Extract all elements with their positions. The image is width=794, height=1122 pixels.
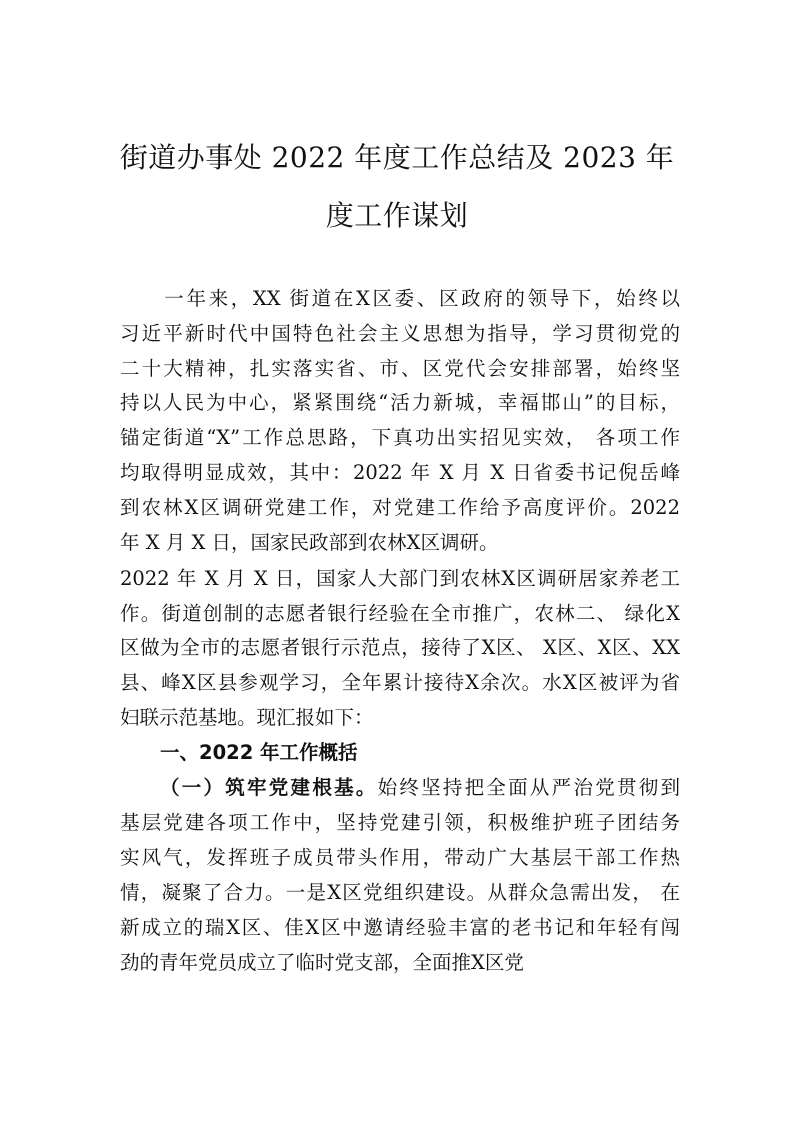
subsection-label: （一）筑牢党建根基。	[160, 776, 378, 799]
document-title-line-2: 度工作谋划	[325, 199, 469, 232]
paragraph-line: 到农林X区调研党建工作，对党建工作给予高度评价。2022	[120, 496, 680, 519]
paragraph-line: 新成立的瑞X区、佳X区中邀请经验丰富的老书记和年轻有闯	[120, 916, 680, 939]
subsection-first-line	[160, 776, 680, 800]
paragraph-line: 劲的青年党员成立了临时党支部，全面推X区党	[120, 951, 524, 974]
paragraph-line: 均取得明显成效，其中：2022 年 X 月 X 日省委书记倪岳峰	[120, 461, 680, 484]
paragraph-line: 2022 年 X 月 X 日，国家人大部门到农林X区调研居家养老工	[120, 567, 680, 590]
paragraph-line: 持以人民为中心，紧紧围绕“活力新城，幸福邯山”的目标，	[120, 391, 680, 414]
paragraph-line: 作。街道创制的志愿者银行经验在全市推广，农林二、 绿化X	[120, 602, 680, 625]
paragraph-line: 锚定街道“X”工作总思路，下真功出实招见实效， 各项工作	[120, 426, 680, 449]
section-heading: 一、2022 年工作概括	[160, 741, 358, 764]
paragraph-line: 一年来，XX 街道在X区委、区政府的领导下，始终以	[120, 287, 680, 310]
subsection-text: 始终坚持把全面从严治党贯彻到	[377, 776, 680, 799]
paragraph-line: 年 X 月 X 日，国家民政部到农林X区调研。	[120, 531, 499, 554]
paragraph-line: 区做为全市的志愿者银行示范点，接待了X区、 X区、X区、XX	[120, 636, 680, 659]
document-title-line-1: 街道办事处 2022 年度工作总结及 2023 年	[119, 141, 675, 174]
paragraph-line: 二十大精神，扎实落实省、市、区党代会安排部署，始终坚	[120, 357, 680, 380]
paragraph-line: 实风气，发挥班子成员带头作用，带动广大基层干部工作热	[120, 846, 680, 869]
paragraph-line: 县、峰X区县参观学习，全年累计接待X余次。水X区被评为省	[120, 671, 680, 694]
paragraph-line: 情，凝聚了合力。一是X区党组织建设。从群众急需出发， 在	[120, 881, 680, 904]
paragraph-line: 妇联示范基地。现汇报如下：	[120, 706, 374, 729]
paragraph-line: 基层党建各项工作中，坚持党建引领，积极维护班子团结务	[120, 811, 680, 834]
paragraph-line: 习近平新时代中国特色社会主义思想为指导，学习贯彻党的	[120, 322, 680, 345]
